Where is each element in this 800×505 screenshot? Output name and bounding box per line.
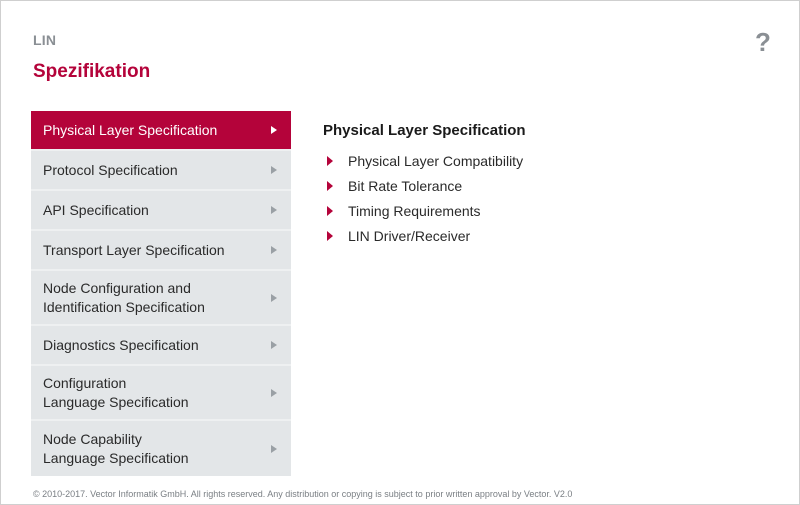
link-label: LIN Driver/Receiver [348,227,471,244]
sidebar-nav [31,111,291,476]
content-panel [323,122,526,248]
sidebar-item-node-configuration[interactable] [31,271,291,326]
triangle-bullet-icon [327,206,333,216]
label-line-2: Identification Specification [43,298,205,315]
chevron-right-icon [271,445,277,453]
label-line-1: Configuration [43,374,127,391]
sidebar-item-node-capability-language[interactable] [31,421,291,476]
triangle-bullet-icon [327,231,333,241]
link-lin-driver-receiver[interactable] [323,223,526,248]
label-line-2: Language Specification [43,393,189,410]
content-title: Physical Layer Specification [323,122,526,139]
link-physical-layer-compatibility[interactable] [323,148,526,173]
copyright-footer: © 2010-2017. Vector Informatik GmbH. All rights reserved. Any distribution or copying is subject to prior written approval by Vector. V2.0 [33,489,573,499]
sidebar-item-label: Protocol Specification [43,161,178,178]
triangle-bullet-icon [327,181,333,191]
sidebar-item-configuration-language[interactable] [31,366,291,421]
sidebar-item-label [43,374,189,412]
sidebar-item-label: Transport Layer Specification [43,241,225,258]
sidebar-item-label [43,279,205,317]
sidebar-item-label: Diagnostics Specification [43,336,199,353]
sidebar-item-api[interactable] [31,191,291,231]
link-timing-requirements[interactable] [323,198,526,223]
sidebar-item-label: Physical Layer Specification [43,121,218,138]
link-label: Physical Layer Compatibility [348,152,524,169]
chevron-right-icon [271,246,277,254]
triangle-bullet-icon [327,156,333,166]
sidebar-item-label [43,430,189,468]
sidebar-item-physical-layer[interactable] [31,111,291,151]
chevron-right-icon [271,126,277,134]
app-title: LIN [33,32,57,48]
label-line-1: Node Configuration and [43,279,191,296]
chevron-right-icon [271,341,277,349]
label-line-2: Language Specification [43,449,189,466]
sidebar-item-transport-layer[interactable] [31,231,291,271]
sidebar-item-diagnostics[interactable] [31,326,291,366]
sidebar-item-protocol[interactable] [31,151,291,191]
link-label: Bit Rate Tolerance [348,177,463,194]
label-line-1: Node Capability [43,430,142,447]
help-icon[interactable]: ? [755,27,771,57]
sidebar-item-label: API Specification [43,201,149,218]
link-label: Timing Requirements [348,202,481,219]
chevron-right-icon [271,389,277,397]
chevron-right-icon [271,294,277,302]
chevron-right-icon [271,206,277,214]
link-list [323,148,526,248]
page-title: Spezifikation [33,61,151,82]
chevron-right-icon [271,166,277,174]
link-bit-rate-tolerance[interactable] [323,173,526,198]
